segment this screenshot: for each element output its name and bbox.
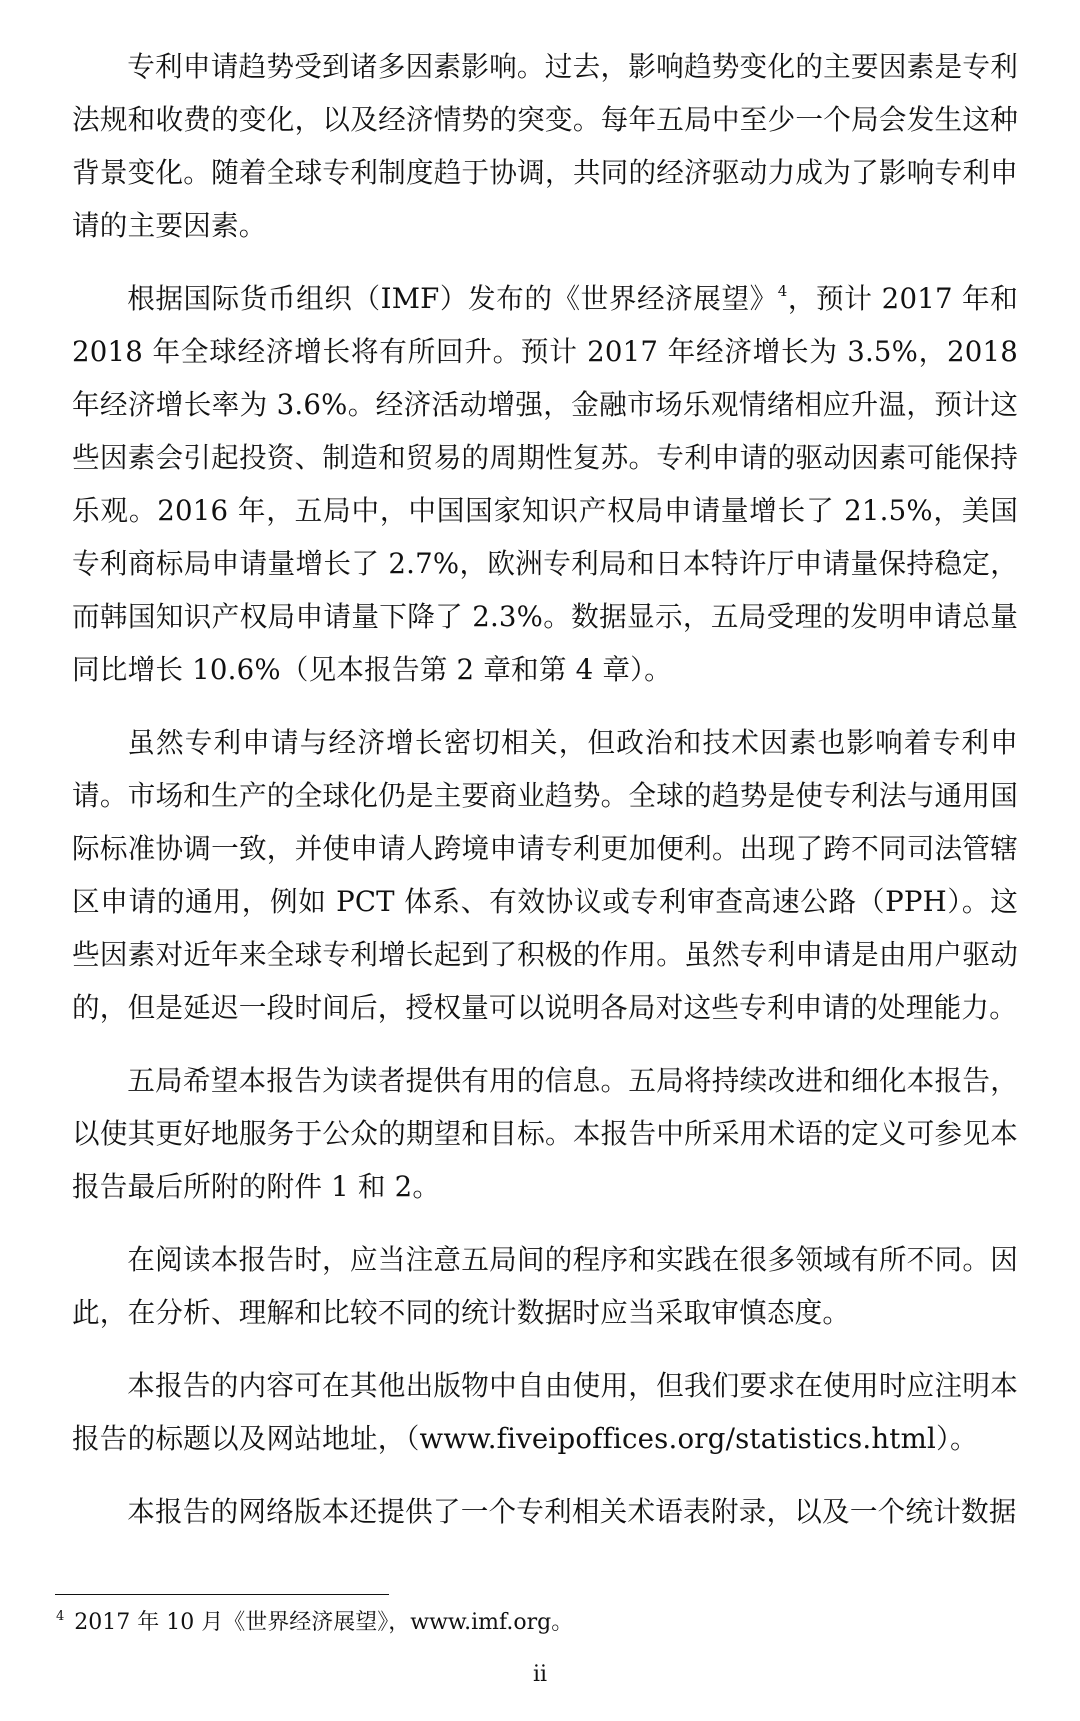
footnote-mark: 4	[56, 1609, 65, 1624]
paragraph-text: 在阅读本报告时，应当注意五局间的程序和实践在很多领域有所不同。因此，在分析、理解和比较不同的统计数据时应当采取审慎态度。	[72, 1243, 1018, 1329]
paragraph-web-version	[72, 1485, 1018, 1538]
paragraph-text: 五局希望本报告为读者提供有用的信息。五局将持续改进和细化本报告，以使其更好地服务于公众的期望和目标。本报告中所采用术语的定义可参见本报告最后所附的附件 1 和 2。	[72, 1064, 1018, 1203]
paragraph-text: 虽然专利申请与经济增长密切相关，但政治和技术因素也影响着专利申请。市场和生产的全球化仍是主要商业趋势。全球的趋势是使专利法与通用国际标准协调一致，并使申请人跨境申请专利更加便利。出现了跨不同司法管辖区申请的通用，例如 PCT 体系、有效协议或专利审查高速公路（PPH）。这些因素对近年来全球专利增长起到了积极的作用。虽然专利申请是由用户驱动的，但是延迟一段时间后，授权量可以说明各局对这些专利申请的处理能力。	[72, 726, 1018, 1024]
paragraph-text: 本报告的网络版本还提供了一个专利相关术语表附录，以及一个统计数据	[127, 1495, 1017, 1528]
paragraph-text: 根据国际货币组织（IMF）发布的《世界经济展望》	[127, 282, 778, 315]
footnote-reference[interactable]: 4	[777, 282, 788, 300]
footnote-divider	[55, 1594, 389, 1595]
paragraph-text: 本报告的内容可在其他出版物中自由使用，但我们要求在使用时应注明本报告的标题以及网站地址，（www.fiveipoffices.org/statistics.html）。	[72, 1369, 1018, 1455]
paragraph-text: 专利申请趋势受到诸多因素影响。过去，影响趋势变化的主要因素是专利法规和收费的变化，以及经济情势的突变。每年五局中至少一个局会发生这种背景变化。随着全球专利制度趋于协调，共同的经济驱动力成为了影响专利申请的主要因素。	[72, 50, 1018, 242]
paragraph-political-technical-factors	[72, 716, 1018, 1034]
paragraph-usage-rights	[72, 1359, 1018, 1465]
page-number: ii	[532, 1662, 548, 1687]
paragraph-text: ，预计 2017 年和 2018 年全球经济增长将有所回升。预计 2017 年经济增长为 3.5%，2018 年经济增长率为 3.6%。经济活动增强，金融市场乐观情绪相应升温，预计这些因素会引起投资、制造和贸易的周期性复苏。专利申请的驱动因素可能保持乐观。2016 年，五局中，中国国家知识产权局申请量增长了 21.5%，美国专利商标局申请量增长了 2.7%，欧洲专利局和日本特许厅申请量保持稳定，而韩国知识产权局申请量下降了 2.3%。数据显示，五局受理的发明申请总量同比增长 10.6%（见本报告第 2 章和第 4 章）。	[72, 282, 1018, 686]
footnote	[56, 1608, 573, 1638]
document-body	[72, 40, 1018, 1558]
paragraph-report-purpose	[72, 1054, 1018, 1213]
footnote-text: 2017 年 10 月《世界经济展望》，www.imf.org。	[74, 1610, 574, 1635]
paragraph-imf-outlook	[72, 272, 1018, 696]
paragraph-reading-caution	[72, 1233, 1018, 1339]
paragraph-patent-trend-factors	[72, 40, 1018, 252]
